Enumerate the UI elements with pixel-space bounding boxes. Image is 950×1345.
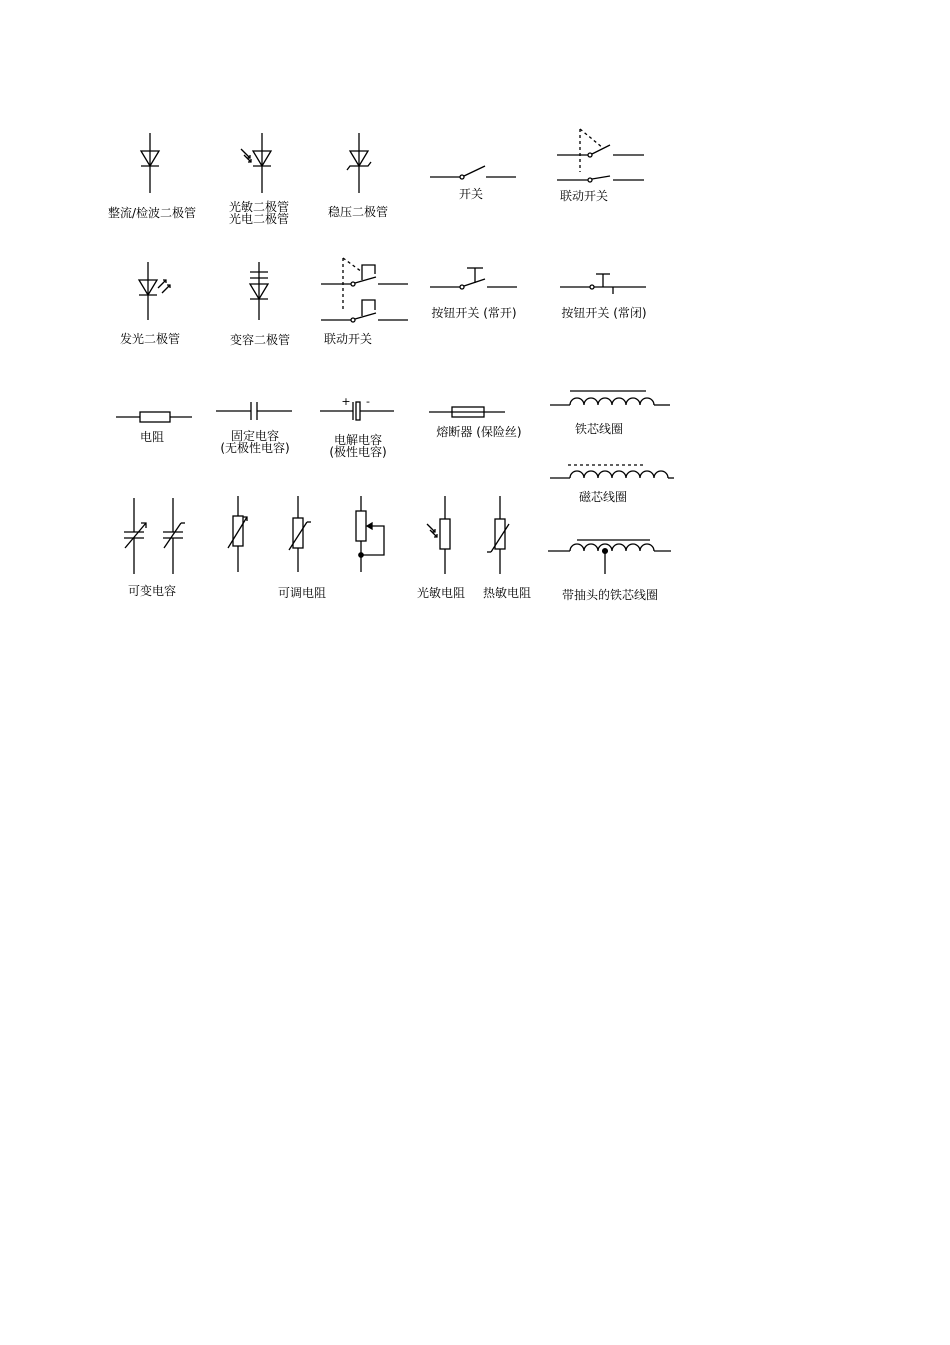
variable-capacitor-symbol <box>124 498 185 574</box>
label-rectifier-diode: 整流/检波二极管 <box>107 206 197 220</box>
label-variable-capacitor: 可变电容 <box>127 584 177 598</box>
push-button-nc-symbol <box>560 274 646 294</box>
label-electrolytic-line1: 电解电容 <box>333 433 382 447</box>
label-adjustable-resistor: 可调电阻 <box>277 586 327 600</box>
zener-diode-symbol <box>347 133 371 193</box>
label-fuse: 熔断器 (保险丝) <box>436 425 522 439</box>
label-fixed-capacitor <box>220 430 289 454</box>
label-thermistor: 热敏电阻 <box>482 586 532 600</box>
led-symbol <box>139 262 170 320</box>
label-photo-diode-line2: 光电二极管 <box>228 212 290 226</box>
adjustable-resistor-symbol <box>228 496 384 572</box>
switch-symbol <box>430 166 516 179</box>
label-tapped-coil: 带抽头的铁芯线圈 <box>561 588 659 602</box>
label-electrolytic-capacitor <box>329 434 386 458</box>
label-switch: 开关 <box>458 187 484 201</box>
ganged-switch-symbol-1 <box>557 129 644 182</box>
ganged-switch-symbol-2 <box>321 258 408 322</box>
photo-resistor-symbol <box>427 496 450 574</box>
fuse-symbol <box>429 407 505 417</box>
push-button-no-symbol <box>430 268 517 289</box>
label-photo-resistor: 光敏电阻 <box>416 586 466 600</box>
label-iron-core-coil: 铁芯线圈 <box>574 422 624 436</box>
label-photo-diode-line1: 光敏二极管 <box>228 200 290 214</box>
thermistor-symbol <box>487 496 509 574</box>
label-push-button-no: 按钮开关 (常开) <box>431 306 517 320</box>
label-push-button-nc: 按钮开关 (常闭) <box>561 306 647 320</box>
varactor-symbol <box>250 262 268 320</box>
tapped-iron-coil-symbol <box>548 540 671 574</box>
label-minus-sign: - <box>366 395 370 408</box>
electrolytic-capacitor-symbol <box>320 402 394 420</box>
label-plus-sign: + <box>341 395 351 408</box>
label-electrolytic-line2: (极性电容) <box>329 445 387 459</box>
photo-diode-symbol <box>241 133 271 193</box>
label-varactor: 变容二极管 <box>229 333 291 347</box>
magnetic-core-coil-symbol <box>550 465 674 478</box>
label-ganged-switch-2: 联动开关 <box>323 332 373 346</box>
label-fixed-capacitor-line1: 固定电容 <box>230 429 279 443</box>
label-ganged-switch-1: 联动开关 <box>559 189 609 203</box>
label-magnetic-core-coil: 磁芯线圈 <box>578 490 628 504</box>
rectifier-diode-symbol <box>141 133 159 193</box>
fixed-capacitor-symbol <box>216 402 292 420</box>
iron-core-coil-symbol <box>550 391 670 405</box>
label-led: 发光二极管 <box>119 332 181 346</box>
label-fixed-capacitor-line2: (无极性电容) <box>220 441 290 455</box>
label-photo-diode <box>229 201 289 225</box>
label-resistor: 电阻 <box>139 430 165 444</box>
resistor-symbol <box>116 412 192 422</box>
label-zener-diode: 稳压二极管 <box>327 205 389 219</box>
